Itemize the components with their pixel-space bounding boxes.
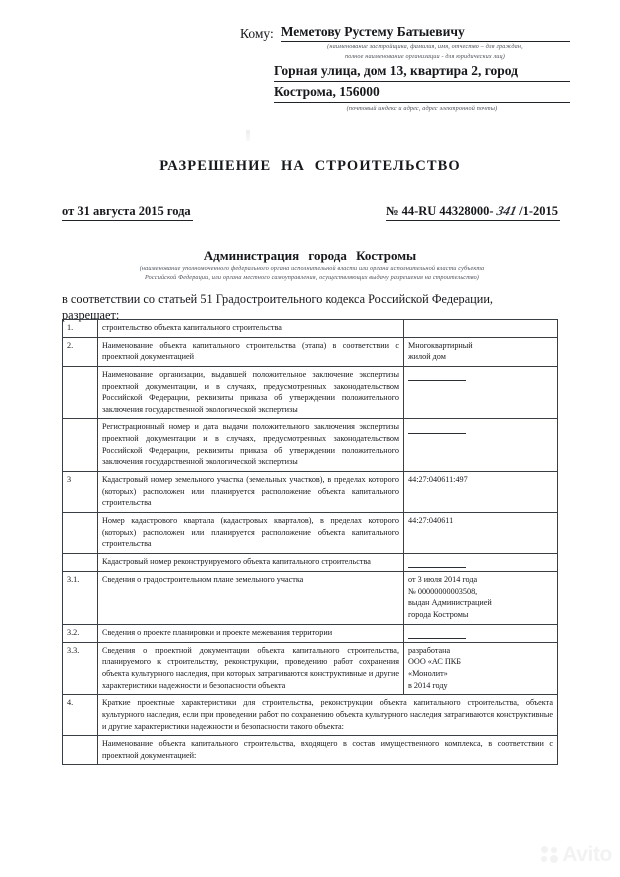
issue-date: от 31 августа 2015 года — [62, 204, 193, 221]
value-lines — [408, 340, 553, 363]
row-value — [404, 624, 558, 642]
permit-table-body — [63, 320, 558, 765]
row-value — [404, 337, 558, 366]
value-line: выдан Администрацией — [408, 598, 492, 608]
table-row — [63, 512, 558, 553]
table-row — [63, 572, 558, 625]
table-row — [63, 472, 558, 513]
row-description: строительство объекта капитального строительства — [98, 320, 404, 338]
row-number: 3.3. — [63, 642, 98, 695]
row-description: Сведения о проекте планировки и проекте межевания территории — [98, 624, 404, 642]
value-line: № 00000000003508, — [408, 586, 478, 596]
row-number: 3.2. — [63, 624, 98, 642]
row-number: 4. — [63, 695, 98, 736]
intro-line-2: разрешает: — [62, 308, 120, 323]
row-number — [63, 736, 98, 765]
table-row — [63, 624, 558, 642]
row-value — [404, 472, 558, 513]
value-lines — [408, 645, 553, 692]
avito-watermark — [541, 844, 612, 865]
address-line-2: Кострома, 156000 — [274, 84, 570, 103]
row-number: 3.1. — [63, 572, 98, 625]
value-line: города Костромы — [408, 609, 469, 619]
value-line: «Монолит» — [408, 668, 448, 678]
address-line-1: Горная улица, дом 13, квартира 2, город — [274, 63, 570, 82]
row-value — [404, 553, 558, 571]
row-number — [63, 553, 98, 571]
value-line: Многоквартирный — [408, 340, 473, 350]
row-number — [63, 512, 98, 553]
number-sign: № — [386, 204, 399, 218]
page-title: РАЗРЕШЕНИЕ НА СТРОИТЕЛЬСТВО — [159, 158, 461, 174]
row-description: Краткие проектные характеристики для строительства, реконструкции объекта капитального строительства, объекта культурного наследия, если при проведении работ по сохранению объекта культурного наследия затрагиваются конструктивные и другие характеристики надежности и безопасности такого объекта: — [98, 695, 558, 736]
row-number — [63, 366, 98, 419]
authority-hint-line1: (наименование уполномоченного федерального органа исполнительной власти или органа исполнительной власти субъекта — [139, 265, 485, 272]
value-line: от 3 июля 2014 года — [408, 575, 478, 585]
row-number: 1. — [63, 320, 98, 338]
row-number: 3 — [63, 472, 98, 513]
row-description: Кадастровый номер реконструируемого объекта капитального строительства — [98, 553, 404, 571]
empty-value-dash — [408, 433, 466, 434]
row-description: Наименование объекта капитального строительства, входящего в состав имущественного комплекса, в соответствии с проектной документацией: — [98, 736, 558, 765]
number-handwritten: 341 — [495, 203, 518, 218]
permit-number — [386, 203, 560, 221]
recipient-hint-line2: полное наименование организации - для юридических лиц) — [344, 52, 505, 60]
row-description: Сведения о проектной документации объекта капитального строительства, планируемого к строительству, реконструкции, проведению работ сохранения объекта культурного наследия, при которых затрагиваются конструктивные и другие характеристики надежности и безопасности объекта — [98, 642, 404, 695]
table-row — [63, 553, 558, 571]
value-line: 44:27:040611:497 — [408, 475, 468, 485]
value-line: 44:27:040611 — [408, 515, 454, 525]
row-value — [404, 320, 558, 338]
authority-hint-line2: Российской Федерации, или органа местного самоуправления, осуществляющих выдачу разрешения на строительство) — [144, 273, 480, 281]
authority-hint — [62, 265, 562, 283]
value-line: жилой дом — [408, 352, 446, 362]
permit-table — [62, 319, 558, 765]
table-row — [63, 642, 558, 695]
row-value — [404, 366, 558, 419]
authority-name: Администрация города Костромы — [203, 248, 417, 263]
table-row — [63, 366, 558, 419]
value-line: ООО «АС ПКБ — [408, 657, 461, 667]
table-row — [63, 695, 558, 736]
row-description: Кадастровый номер земельного участка (земельных участков), в пределах которого (которых) расположен или планируется расположение объекта капитального строительства — [98, 472, 404, 513]
table-row — [63, 736, 558, 765]
address-hint: (почтовый индекс и адрес, адрес электронной почты) — [346, 105, 498, 113]
row-description: Номер кадастрового квартала (кадастровых кварталов), в пределах которого (которых) расположен или планируется расположение объекта капитального строительства — [98, 512, 404, 553]
value-line: разработана — [408, 645, 451, 655]
value-lines — [408, 474, 553, 486]
komu-label: Кому: — [240, 25, 274, 41]
table-row — [63, 320, 558, 338]
row-description: Регистрационный номер и дата выдачи положительного заключения экспертизы проектной документации и в случаях, предусмотренных законодательством Российской Федерации, реквизиты приказа об утверждении положительного заключения государственной экологической экспертизы — [98, 419, 404, 472]
avito-logo-icon — [541, 846, 558, 863]
row-description: Наименование объекта капитального строительства (этапа) в соответствии с проектной документацией — [98, 337, 404, 366]
scan-artifact — [246, 130, 250, 141]
recipient-name: Меметову Рустему Батыевичу — [281, 24, 570, 42]
number-prefix: 44-RU 44328000- — [401, 204, 494, 218]
recipient-row — [240, 24, 570, 42]
intro-line-1: в соответствии со статьей 51 Градостроительного кодекса Российской Федерации, — [62, 292, 493, 306]
row-value — [404, 572, 558, 625]
empty-value-dash — [408, 380, 466, 381]
row-description: Сведения о градостроительном плане земельного участка — [98, 572, 404, 625]
value-lines — [408, 574, 553, 621]
number-suffix: /1-2015 — [519, 204, 558, 218]
table-row — [63, 419, 558, 472]
row-description: Наименование организации, выдавшей положительное заключение экспертизы проектной документации, и в случаях, предусмотренных законодательством Российской Федерации, реквизиты приказа об утверждении положительного заключения государственной экологической экспертизы — [98, 366, 404, 419]
value-line: в 2014 году — [408, 680, 448, 690]
empty-value-dash — [408, 567, 466, 568]
row-number: 2. — [63, 337, 98, 366]
avito-watermark-text: Avito — [562, 843, 612, 866]
table-row — [63, 337, 558, 366]
row-value — [404, 419, 558, 472]
value-lines — [408, 515, 553, 527]
row-number — [63, 419, 98, 472]
empty-value-dash — [408, 638, 466, 639]
date-number-row — [62, 203, 560, 221]
recipient-hint-line1: (наименование застройщика, фамилия, имя, отчество – для граждан, — [327, 42, 523, 50]
row-value — [404, 512, 558, 553]
row-value — [404, 642, 558, 695]
addressee-block — [240, 24, 570, 114]
